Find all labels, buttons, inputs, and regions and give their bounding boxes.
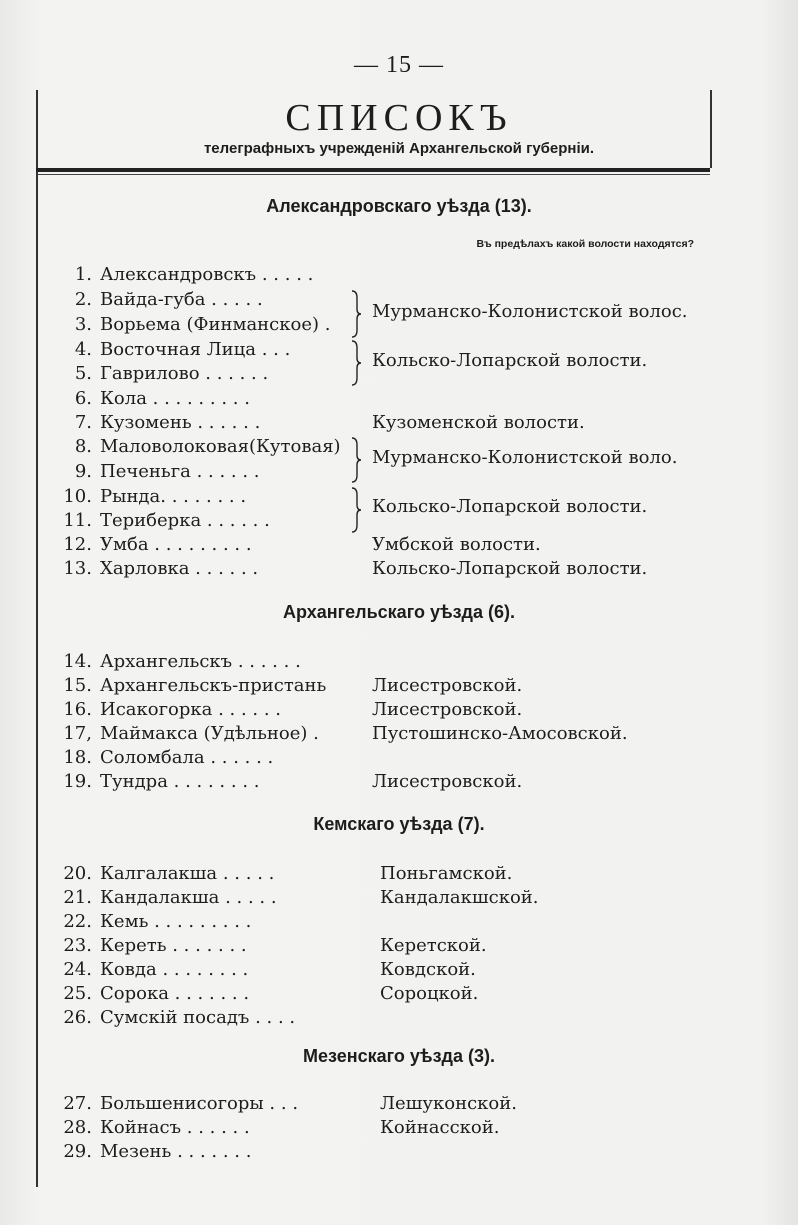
section-title-mezen: Мезенскаго уѣзда (3). <box>303 1046 495 1066</box>
list-item: 3. Ворьема (Финманское) . <box>74 314 331 335</box>
list-item: 26. Сумскій посадъ . . . . <box>63 1007 296 1028</box>
document-subtitle: телеграфныхъ учрежденій Архангельской губерніи. <box>203 140 595 157</box>
list-item: 5. Гаврилово . . . . . . <box>74 363 269 384</box>
brace-icon <box>350 437 362 483</box>
document-title: СПИСОКЪ <box>285 97 513 139</box>
section-title-aleksandrovsk: Александровскаго уѣзда (13). <box>266 196 532 216</box>
list-item: 2. Вайда-губа . . . . . <box>74 289 263 310</box>
list-item: 13. Харловка . . . . . . Кольско-Лопарской волости. <box>63 558 648 579</box>
list-item: 14. Архангельскъ . . . . . . <box>63 651 301 672</box>
section-title-arkhangelsk: Архангельскаго уѣзда (6). <box>283 602 515 622</box>
list-item: 16. Исакогорка . . . . . . Лисестровской. <box>63 699 523 720</box>
list-item: 25. Сорока . . . . . . . Сороцкой. <box>63 983 479 1004</box>
page-number: — 15 — <box>354 52 444 78</box>
volost-braced-4: Кольско-Лопарской волости. <box>372 496 648 517</box>
list-item: 15. Архангельскъ-пристань Лисестровской. <box>63 675 523 696</box>
list-item: 24. Ковда . . . . . . . . Ковдской. <box>63 959 476 980</box>
list-item: 20. Калгалакша . . . . . Поньгамской. <box>63 863 513 884</box>
list-item: 11. Териберка . . . . . . <box>63 510 270 531</box>
list-item: 1. Александровскъ . . . . . <box>74 264 314 285</box>
list-item: 6. Кола . . . . . . . . . <box>74 388 250 409</box>
volost-braced-2: Кольско-Лопарской волости. <box>372 350 648 371</box>
list-item: 22. Кемь . . . . . . . . . <box>63 911 252 932</box>
list-item: 29. Мезень . . . . . . . <box>63 1141 252 1162</box>
volost-braced-1: Мурманско-Колонистской волос. <box>372 301 688 322</box>
list-item: 27. Большенисогоры . . . Лешуконской. <box>63 1093 517 1114</box>
brace-icon <box>350 290 362 338</box>
list-item: 9. Печеньга . . . . . . <box>74 461 260 482</box>
list-item: 10. Рында. . . . . . . . <box>63 486 247 507</box>
list-item: 12. Умба . . . . . . . . . Умбской волости. <box>63 534 541 555</box>
list-item: 21. Кандалакша . . . . . Кандалакшской. <box>63 887 539 908</box>
list-item: 8. Маловолоковая(Кутовая) <box>74 436 341 457</box>
brace-icon <box>350 487 362 533</box>
list-item: 7. Кузомень . . . . . . Кузоменской волости. <box>74 412 585 433</box>
header-rule-thin <box>36 174 710 175</box>
column-header: Въ предѣлахъ какой волости находятся? <box>476 238 694 250</box>
list-item: 19. Тундра . . . . . . . . Лисестровской. <box>63 771 523 792</box>
list-item: 28. Койнасъ . . . . . . Койнасской. <box>63 1117 500 1138</box>
list-item: 23. Кереть . . . . . . . Керетской. <box>63 935 487 956</box>
list-item: 18. Соломбала . . . . . . <box>63 747 274 768</box>
brace-icon <box>350 340 362 386</box>
header-rule <box>36 168 710 172</box>
list-item: 17, Маймакса (Удѣльное) . Пустошинско-Амосовской. <box>63 723 628 744</box>
section-title-kem: Кемскаго уѣзда (7). <box>313 814 485 834</box>
list-item: 4. Восточная Лица . . . <box>74 339 291 360</box>
volost-braced-3: Мурманско-Колонистской воло. <box>372 447 678 468</box>
